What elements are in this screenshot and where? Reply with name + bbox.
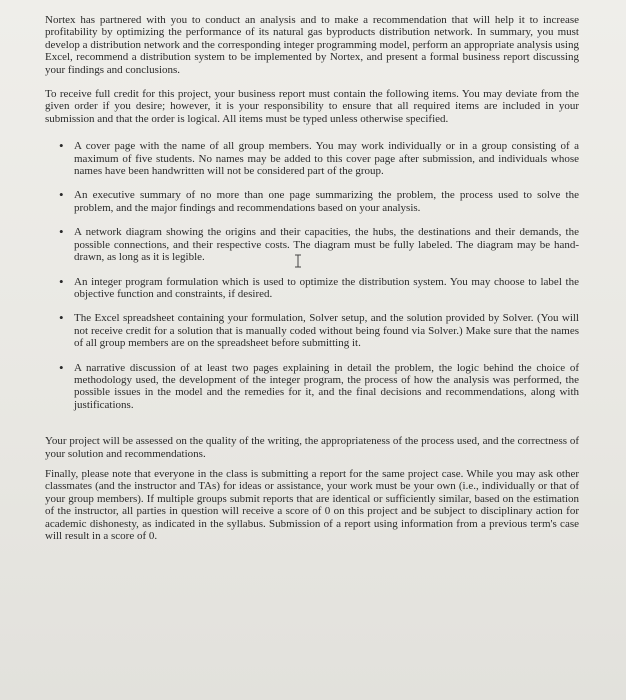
integrity-paragraph: Finally, please note that everyone in the class is submitting a report for the same project case. While you may ask other classmates (and the instructor and TAs) for ideas or assistance, your work must be your own (i.e., individually or that of your group members). If multiple groups submit reports that are identical or sufficiently similar, based on the estimation of the instructor, all parties in question will receive a score of 0 on this project and be subject to disciplinary action for academic dishonesty, as indicated in the syllabus. Submission of a report using information from a previous term's case will result in a score of 0. (45, 467, 579, 542)
requirements-list (45, 140, 579, 411)
bullet-icon: • (59, 138, 64, 154)
bullet-icon: • (59, 273, 64, 289)
text-cursor-icon (294, 254, 302, 268)
bullet-icon: • (59, 224, 64, 240)
assessment-paragraph: Your project will be assessed on the quality of the writing, the appropriateness of the process used, and the correctness of your solution and recommendations. (45, 435, 579, 460)
requirements-paragraph: To receive full credit for this project, your business report must contain the following items. You may deviate from the given order if you desire; however, it is your responsibility to ensure that all required items are included in your submission and that the order is logical. All items must be typed unless otherwise specified. (45, 88, 579, 125)
list-item-text: The Excel spreadsheet containing your formulation, Solver setup, and the solution provided by Solver. (You will not receive credit for a solution that is manually coded without being found via Solver.) Make sure that the names of all group members are on the spreadsheet before submitting it. (74, 312, 579, 350)
list-item (59, 187, 579, 214)
list-item-text: A narrative discussion of at least two pages explaining in detail the problem, the logic behind the choice of methodology used, the development of the integer program, the process of how the analysis was performed, the possible issues in the model and the remedies for it, and the final decisions and recommendations, along with justifications. (74, 361, 579, 411)
document-body (45, 14, 579, 542)
list-item-text: A network diagram showing the origins and their capacities, the hubs, the destinations and their demands, the possible connections, and their respective costs. The diagram must be fully labeled. The diagram may be hand-drawn, as long as it is legible. (74, 226, 579, 264)
list-item (59, 138, 579, 178)
list-item-text: An executive summary of no more than one page summarizing the problem, the process used to solve the problem, and the major findings and recommendations based on your analysis. (74, 189, 579, 214)
list-item-text: An integer program formulation which is used to optimize the distribution system. You may choose to label the objective function and constraints, if desired. (74, 275, 579, 300)
list-item (59, 224, 579, 264)
list-item (59, 359, 579, 412)
bullet-icon: • (59, 187, 64, 203)
bullet-icon: • (59, 359, 64, 375)
list-item (59, 273, 579, 301)
list-item-text: A cover page with the name of all group members. You may work individually or in a group consisting of a maximum of five students. No names may be added to this cover page after submission, and individuals whose names have been handwritten will not be considered part of the group. (74, 140, 579, 178)
bullet-icon: • (59, 310, 64, 326)
list-item (59, 310, 579, 350)
intro-paragraph: Nortex has partnered with you to conduct an analysis and to make a recommendation that will help it to increase profitability by optimizing the performance of its natural gas byproducts distribution network. In summary, you must develop a distribution network and the corresponding integer programming model, perform an appropriate analysis using Excel, recommend a distribution system to be implemented by Nortex, and present a formal business report discussing your findings and conclusions. (45, 14, 579, 76)
